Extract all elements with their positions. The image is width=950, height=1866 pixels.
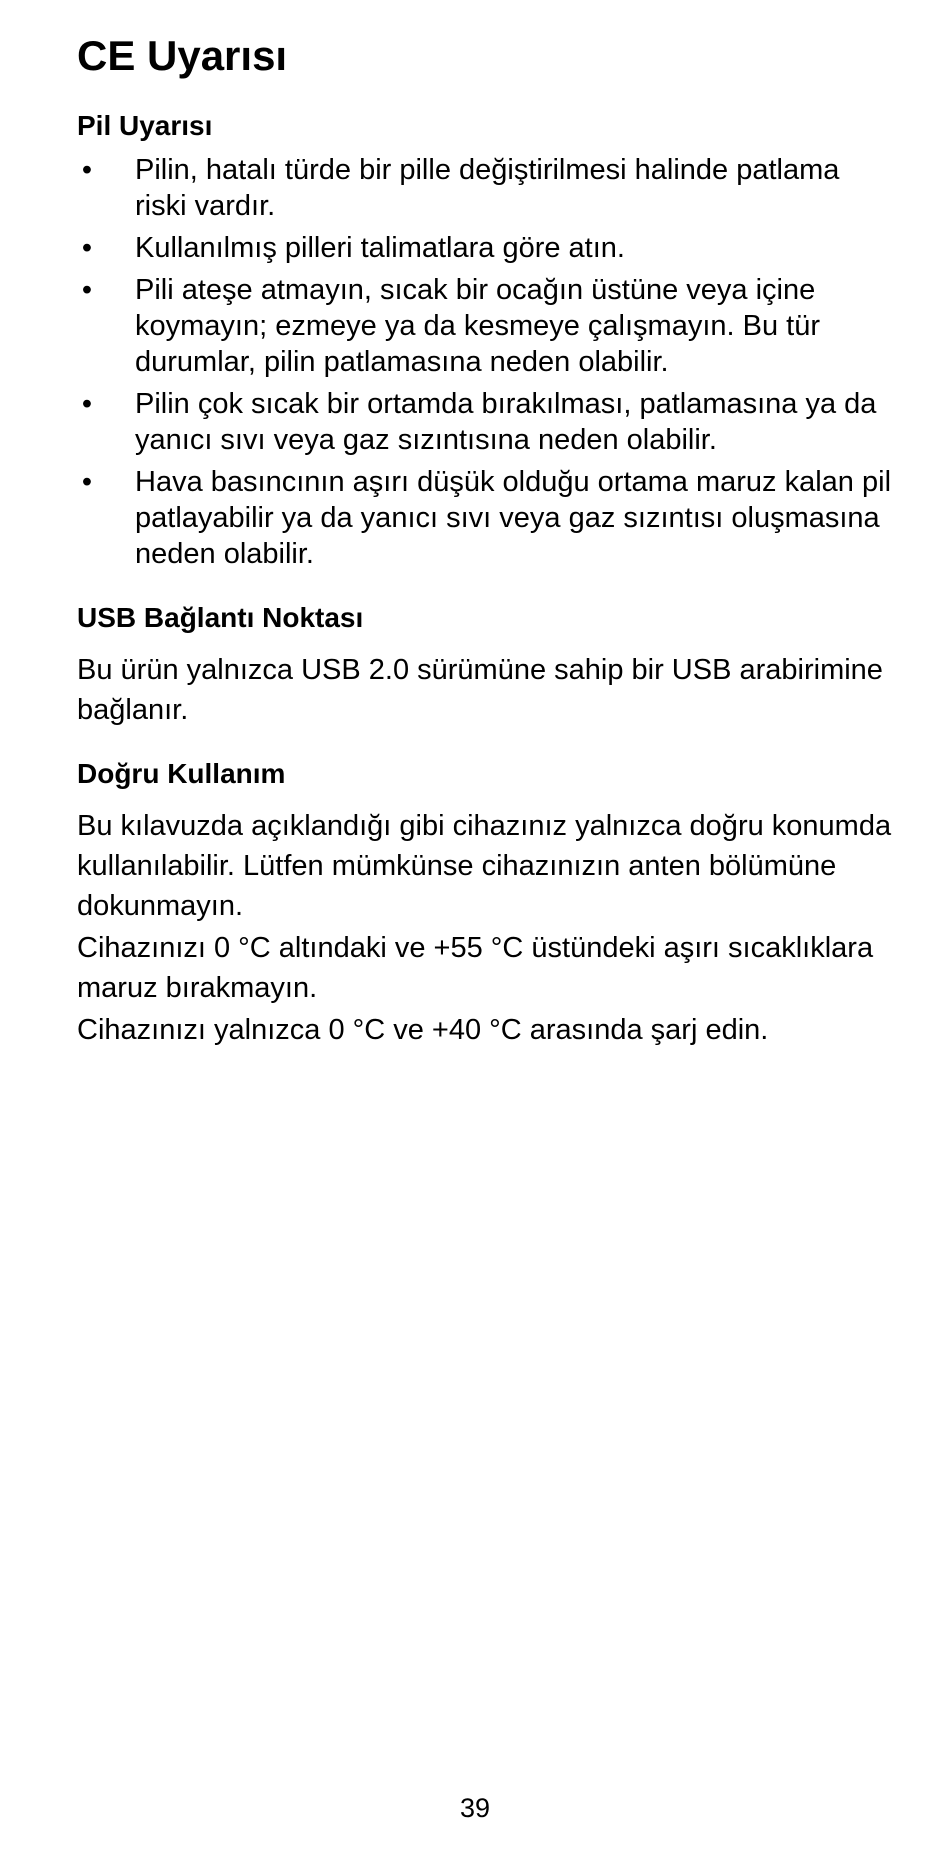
correct-use-paragraph: Cihazınızı yalnızca 0 °C ve +40 °C arasında şarj edin. (77, 1014, 769, 1046)
correct-use-paragraph: Bu kılavuzda açıklandığı gibi cihazınız yalnızca doğru konumda kullanılabilir. Lütfen mümkünse cihazınızın anten bölümüne dokunmayın. (77, 810, 892, 922)
bullet-icon: • (81, 388, 93, 420)
list-item-text: Kullanılmış pilleri talimatlara göre atın. (135, 232, 625, 264)
list-item-text: Pilin çok sıcak bir ortamda bırakılması, patlamasına ya da yanıcı sıvı veya gaz sızıntısına neden olabilir. (135, 388, 877, 456)
correct-use-heading: Doğru Kullanım (77, 758, 286, 789)
list-item (77, 272, 897, 380)
list-item (77, 230, 897, 266)
usb-port-text: Bu ürün yalnızca USB 2.0 sürümüne sahip bir USB arabirimine bağlanır. (77, 654, 883, 726)
correct-use-paragraph: Cihazınızı 0 °C altındaki ve +55 °C üstündeki aşırı sıcaklıklara maruz bırakmayın. (77, 932, 874, 1004)
usb-port-heading: USB Bağlantı Noktası (77, 602, 364, 633)
list-item-text: Hava basıncının aşırı düşük olduğu ortama maruz kalan pil patlayabilir ya da yanıcı sıvı veya gaz sızıntısı oluşmasına neden olabilir. (135, 466, 892, 570)
bullet-icon: • (81, 274, 93, 306)
list-item (77, 386, 897, 458)
page-number: 39 (459, 1793, 491, 1823)
battery-warning-heading: Pil Uyarısı (77, 110, 213, 141)
battery-warning-list (77, 152, 897, 572)
list-item (77, 152, 897, 224)
list-item-text: Pilin, hatalı türde bir pille değiştirilmesi halinde patlama riski vardır. (135, 154, 840, 222)
page-title: CE Uyarısı (77, 32, 288, 79)
list-item (77, 464, 897, 572)
bullet-icon: • (81, 232, 93, 264)
list-item-text: Pili ateşe atmayın, sıcak bir ocağın üstüne veya içine koymayın; ezmeye ya da kesmeye çalışmayın. Bu tür durumlar, pilin patlamasına neden olabilir. (135, 274, 820, 378)
bullet-icon: • (81, 466, 93, 498)
document-page (77, 28, 897, 1052)
bullet-icon: • (81, 154, 93, 186)
